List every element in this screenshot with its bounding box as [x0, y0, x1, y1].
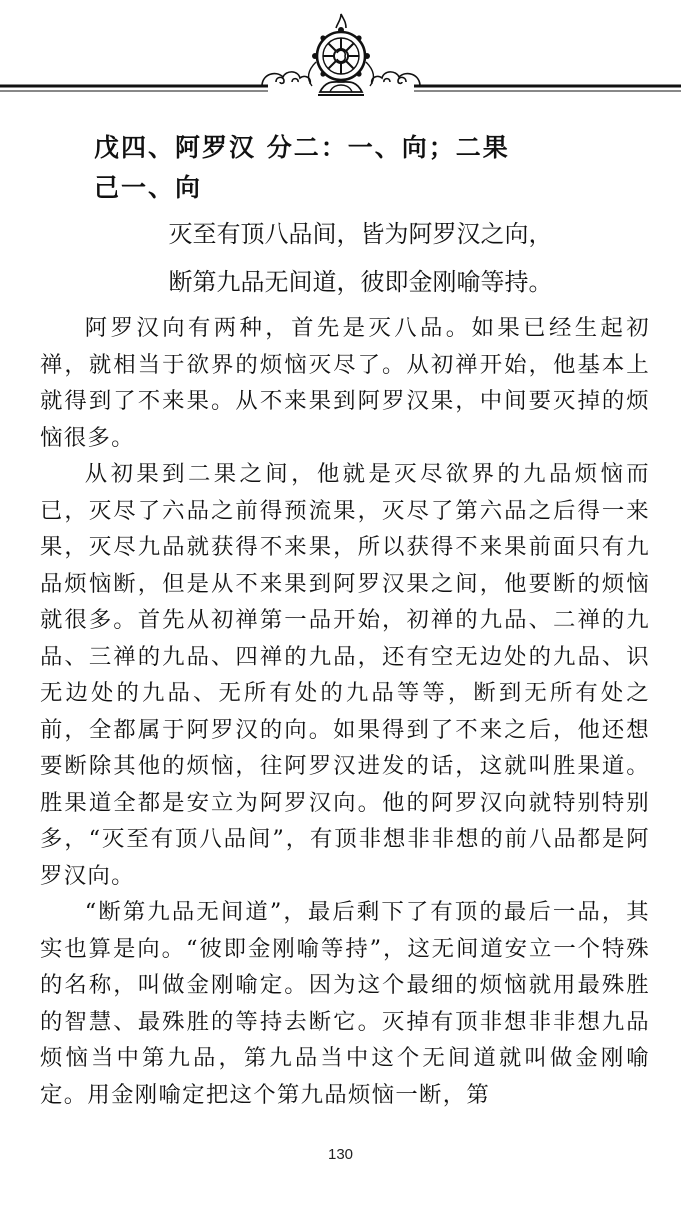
verse-block [0, 210, 681, 306]
cloud-right-icon [372, 72, 420, 86]
body-text [40, 310, 650, 1113]
headings-block [94, 128, 510, 208]
section-heading: 戊四、阿罗汉 分二：一、向；二果 [94, 133, 510, 162]
paragraph: “断第九品无间道”，最后剩下了有顶的最后一品，其实也算是向。“彼即金刚喻等持”，这无间道安立一个特殊的名称，叫做金刚喻定。因为这个最细的烦恼就用最殊胜的智慧、最殊胜的等持去断它。灭掉有顶非想非非想九品烦恼当中第九品，第九品当中这个无间道就叫做金刚喻定。用金刚喻定把这个第九品烦恼一断，第 [40, 899, 650, 1108]
verse-line-2: 断第九品无间道，彼即金刚喻等持。 [168, 268, 553, 296]
cloud-left-icon [262, 72, 310, 86]
dharma-wheel-icon [309, 14, 374, 95]
page-header [0, 0, 681, 110]
paragraph: 阿罗汉向有两种，首先是灭八品。如果已经生起初禅，就相当于欲界的烦恼灭尽了。从初禅开始，他基本上就得到了不来果。从不来果到阿罗汉果，中间要灭掉的烦恼很多。 [40, 315, 650, 451]
paragraph: 从初果到二果之间，他就是灭尽欲界的九品烦恼而已，灭尽了六品之前得预流果，灭尽了第六品之后得一来果，灭尽九品就获得不来果，所以获得不来果前面只有九品烦恼断，但是从不来果到阿罗汉果之间，他要断的烦恼就很多。首先从初禅第一品开始，初禅的九品、二禅的九品、三禅的九品、四禅的九品，还有空无边处的九品、识无边处的九品、无所有处的九品等等，断到无所有处之前，全都属于阿罗汉的向。如果得到了不来之后，他还想要断除其他的烦恼，往阿罗汉进发的话，这就叫胜果道。胜果道全都是安立为阿罗汉向。他的阿罗汉向就特别特别多，“灭至有顶八品间”，有顶非想非非想的前八品都是阿罗汉向。 [40, 461, 650, 889]
header-ornament [0, 0, 681, 110]
verse-line-1: 灭至有顶八品间，皆为阿罗汉之向， [168, 220, 553, 248]
subsection-heading: 己一、向 [94, 173, 203, 202]
page-number: 130 [327, 1146, 354, 1163]
